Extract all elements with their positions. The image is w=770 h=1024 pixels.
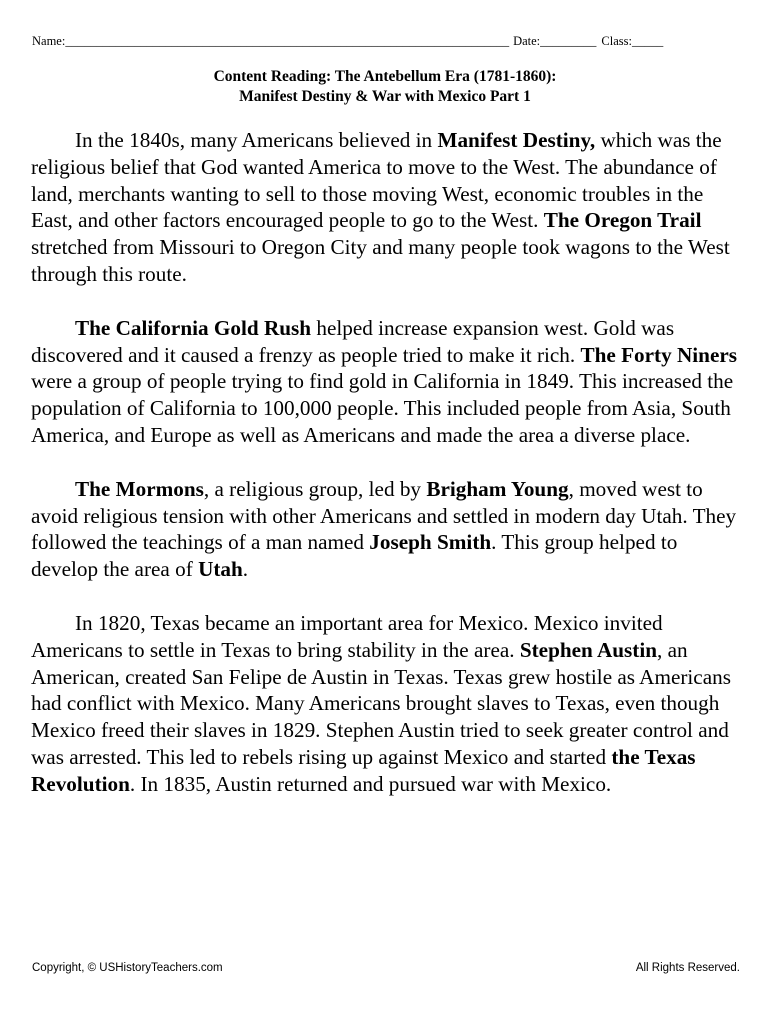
text-run: were a group of people trying to find gold in California in 1849. This increased the population of California to 100,000 people. This included people from Asia, South America, and Europe as well as Americans and made the area a diverse place. — [31, 369, 734, 447]
copyright-notice: Copyright, © USHistoryTeachers.com — [32, 962, 223, 974]
paragraph-manifest-destiny — [31, 127, 745, 288]
bold-term: The Oregon Trail — [543, 208, 702, 233]
rights-notice: All Rights Reserved. — [635, 962, 740, 974]
text-run: In 1820, Texas became an important area for Mexico. Mexico invited Americans to settle in Texas to bring stability in the area. — [31, 610, 663, 662]
text-run: . — [242, 557, 249, 582]
title-line-2: Manifest Destiny & War with Mexico Part 1 — [239, 88, 531, 105]
text-run: In the 1840s, many Americans believed in — [75, 128, 438, 152]
student-info-header — [32, 33, 738, 49]
name-label: Name: — [32, 34, 66, 48]
bold-term: The Forty Niners — [580, 342, 738, 367]
bold-term: the Texas Revolution — [31, 744, 696, 796]
bold-term: Manifest Destiny, — [437, 128, 596, 152]
class-blank: _____ — [631, 34, 664, 48]
date-label: Date: — [513, 34, 541, 48]
page-footer — [32, 960, 740, 976]
bold-term: Utah — [198, 557, 243, 582]
text-run: , a religious group, led by — [203, 476, 427, 501]
page-title — [0, 67, 770, 107]
text-run: . This group helped to develop the area of — [31, 530, 678, 582]
bold-term: Stephen Austin — [519, 637, 658, 662]
text-run: which was the religious belief that God wanted America to move to the West. The abundance of land, merchants wanting to sell to those moving West, economic troubles in the East, and other factors encouraged people to go to the West. — [31, 128, 722, 233]
text-run: helped increase expansion west. Gold was discovered and it caused a frenzy as people tried to make it rich. — [31, 315, 675, 367]
reading-passage — [31, 127, 745, 825]
bold-term: Brigham Young — [426, 476, 569, 501]
paragraph-gold-rush — [31, 315, 745, 449]
text-run: , moved west to avoid religious tension with other Americans and settled in modern day Utah. They followed the teachings of a man named — [31, 476, 737, 555]
class-label: Class: — [601, 34, 632, 48]
title-line-1: Content Reading: The Antebellum Era (1781-1860): — [213, 68, 557, 85]
bold-term: The Mormons — [75, 476, 204, 501]
bold-term: Joseph Smith — [369, 530, 492, 555]
text-run: stretched from Missouri to Oregon City and many people took wagons to the West through this route. — [31, 235, 730, 286]
date-blank: _________ — [540, 34, 597, 48]
text-run: , an American, created San Felipe de Austin in Texas. Texas grew hostile as Americans had conflict with Mexico. Many Americans brought slaves to Texas, even though Mexico freed their slaves in 1829. Stephen Austin tried to seek greater control and was arrested. This led to rebels rising up against Mexico and started — [31, 637, 731, 769]
paragraph-mormons — [31, 476, 745, 583]
bold-term: The California Gold Rush — [75, 315, 312, 340]
paragraph-texas — [31, 610, 745, 798]
text-run: . In 1835, Austin returned and pursued war with Mexico. — [129, 771, 612, 796]
name-blank: _______________________________________________________________________ — [65, 34, 510, 48]
